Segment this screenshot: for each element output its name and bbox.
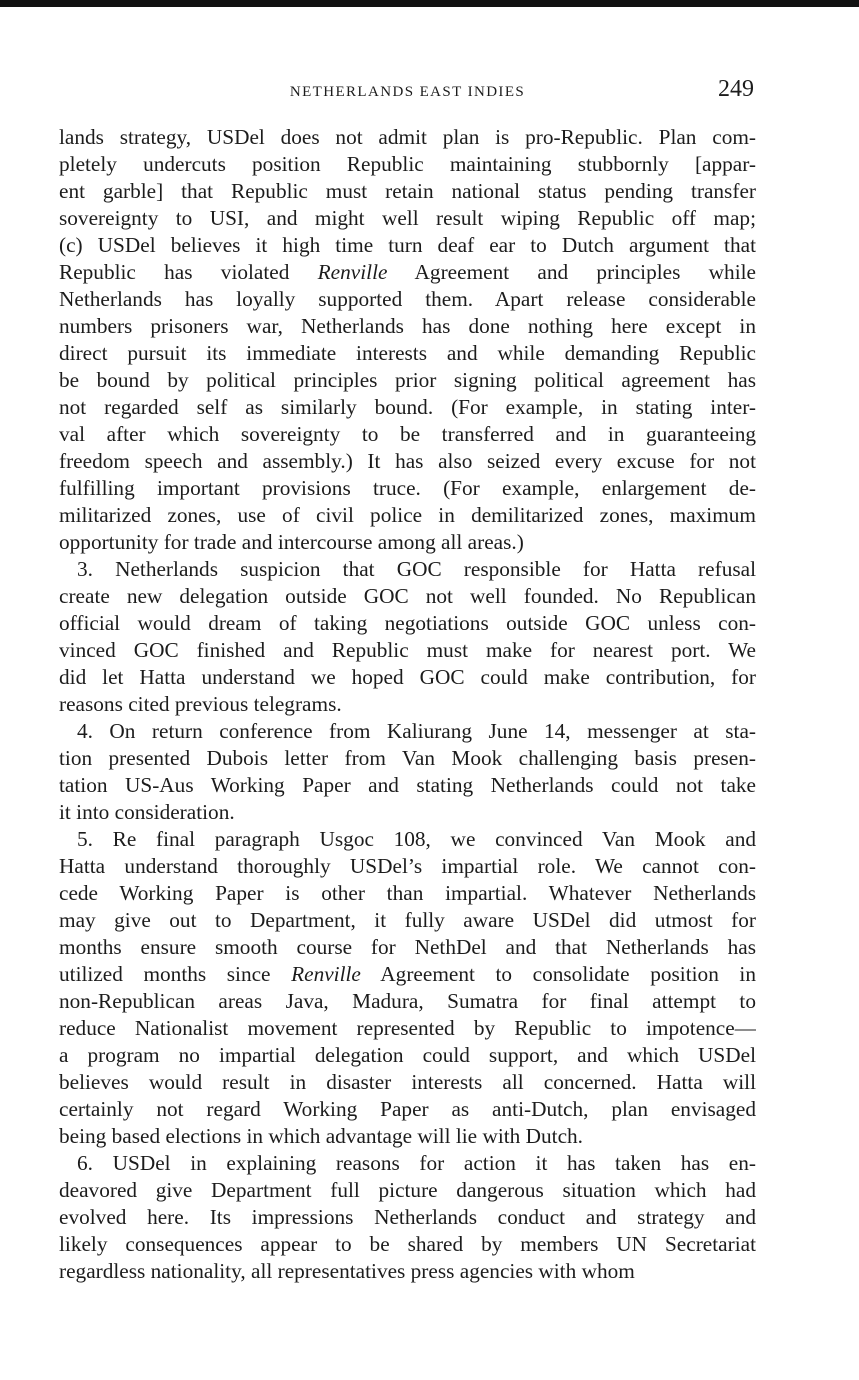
text-line: lands strategy, USDel does not admit plan is pro-Republic. Plan com- (59, 125, 756, 149)
text-line: pletely undercuts position Republic maintaining stubbornly [appar- (59, 152, 756, 176)
page-number: 249 (718, 76, 754, 102)
text-line: did let Hatta understand we hoped GOC could make contribution, for (59, 665, 756, 689)
text-line: months ensure smooth course for NethDel and that Netherlands has (59, 935, 756, 959)
text-line: non-Republican areas Java, Madura, Sumatra for final attempt to (59, 989, 756, 1013)
text-line: it into consideration. (59, 800, 235, 824)
paragraph-para-5 (59, 826, 756, 1150)
text-line: may give out to Department, it fully aware USDel did utmost for (59, 908, 756, 932)
text-line: likely consequences appear to be shared by members UN Secretariat (59, 1232, 756, 1256)
text-line: regardless nationality, all representatives press agencies with whom (59, 1259, 635, 1283)
text-line: 3. Netherlands suspicion that GOC responsible for Hatta refusal (77, 557, 756, 581)
text-line: reasons cited previous telegrams. (59, 692, 342, 716)
text-line: official would dream of taking negotiations outside GOC unless con- (59, 611, 756, 635)
text-line: militarized zones, use of civil police in demilitarized zones, maximum (59, 503, 756, 527)
running-head (59, 76, 756, 108)
text-line: tation US-Aus Working Paper and stating Netherlands could not take (59, 773, 756, 797)
text-line: numbers prisoners war, Netherlands has done nothing here except in (59, 314, 756, 338)
text-line: (c) USDel believes it high time turn deaf ear to Dutch argument that (59, 233, 756, 257)
paragraph-continuation (59, 124, 756, 556)
text-line: be bound by political principles prior signing political agreement has (59, 368, 756, 392)
text-line: Netherlands has loyally supported them. Apart release considerable (59, 287, 756, 311)
text-line: 5. Re final paragraph Usgoc 108, we convinced Van Mook and (77, 827, 756, 851)
text-line: ent garble] that Republic must retain national status pending transfer (59, 179, 756, 203)
text-line: not regarded self as similarly bound. (For example, in stating inter- (59, 395, 756, 419)
text-line: create new delegation outside GOC not well founded. No Republican (59, 584, 756, 608)
text-line: being based elections in which advantage will lie with Dutch. (59, 1124, 583, 1148)
text-line: tion presented Dubois letter from Van Mook challenging basis presen- (59, 746, 756, 770)
text-line: 6. USDel in explaining reasons for action it has taken has en- (77, 1151, 756, 1175)
text-line: val after which sovereignty to be transferred and in guaranteeing (59, 422, 756, 446)
paragraph-para-3 (59, 556, 756, 718)
text-line: reduce Nationalist movement represented by Republic to impotence— (59, 1016, 756, 1040)
paragraph-para-6 (59, 1150, 756, 1285)
text-line: cede Working Paper is other than impartial. Whatever Netherlands (59, 881, 756, 905)
text-line: Republic has violated Renville Agreement and principles while (59, 260, 756, 284)
text-line: sovereignty to USI, and might well result wiping Republic off map; (59, 206, 756, 230)
text-line: a program no impartial delegation could support, and which USDel (59, 1043, 756, 1067)
text-line: fulfilling important provisions truce. (For example, enlargement de- (59, 476, 756, 500)
page-top-rule (0, 0, 859, 7)
text-line: utilized months since Renville Agreement to consolidate position in (59, 962, 756, 986)
text-line: opportunity for trade and intercourse among all areas.) (59, 530, 524, 554)
text-line: evolved here. Its impressions Netherlands conduct and strategy and (59, 1205, 756, 1229)
text-line: vinced GOC finished and Republic must make for nearest port. We (59, 638, 756, 662)
text-line: Hatta understand thoroughly USDel’s impartial role. We cannot con- (59, 854, 756, 878)
text-line: deavored give Department full picture dangerous situation which had (59, 1178, 756, 1202)
text-line: believes would result in disaster interests all concerned. Hatta will (59, 1070, 756, 1094)
text-line: 4. On return conference from Kaliurang June 14, messenger at sta- (77, 719, 756, 743)
body-text (59, 124, 756, 1285)
text-line: direct pursuit its immediate interests and while demanding Republic (59, 341, 756, 365)
paragraph-para-4 (59, 718, 756, 826)
text-line: certainly not regard Working Paper as anti-Dutch, plan envisaged (59, 1097, 756, 1121)
text-line: freedom speech and assembly.) It has also seized every excuse for not (59, 449, 756, 473)
section-title: NETHERLANDS EAST INDIES (289, 84, 526, 100)
